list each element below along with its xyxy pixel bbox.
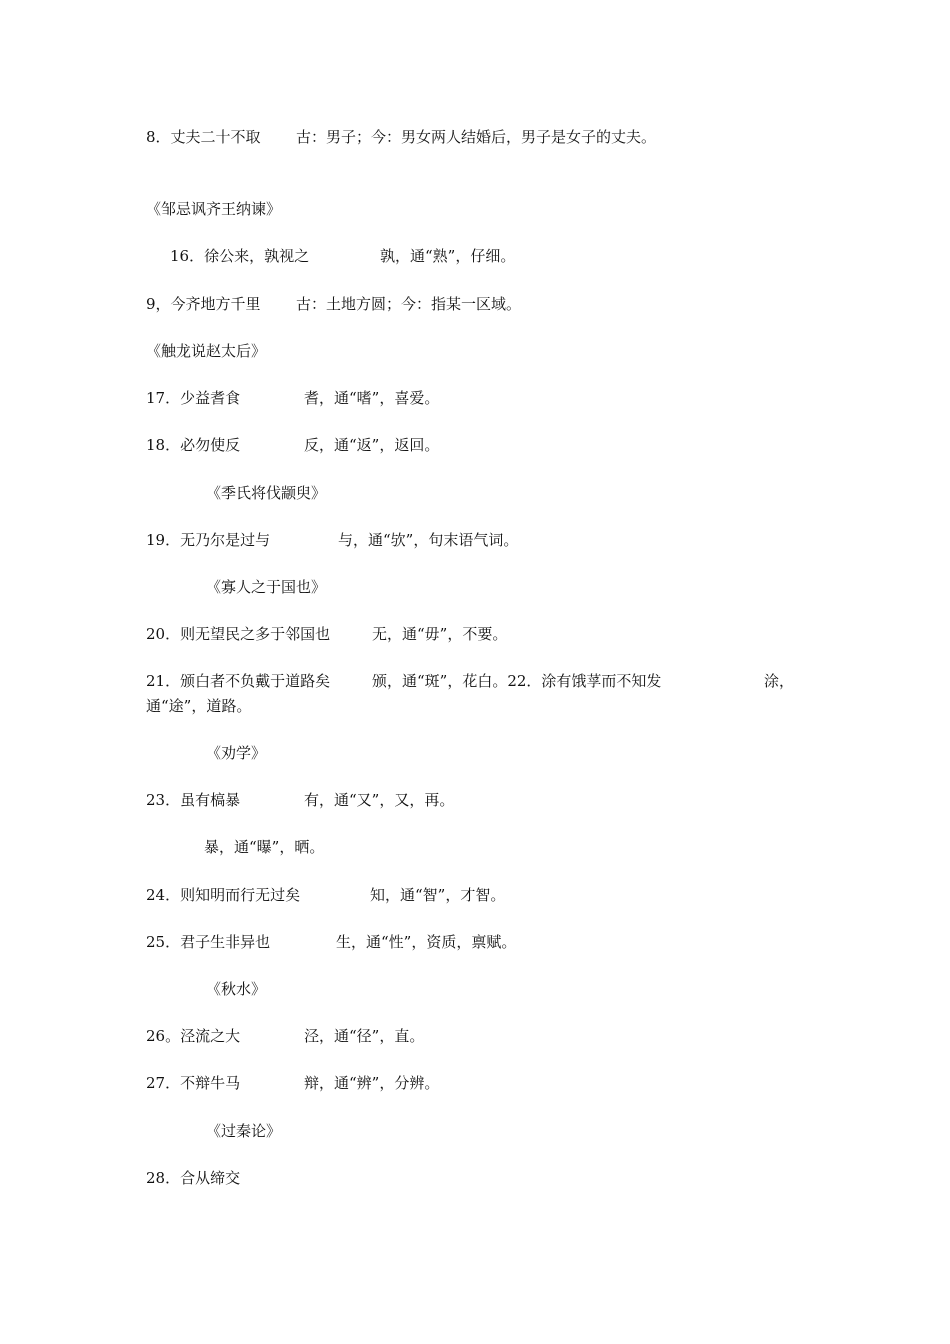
heading-qiushui: 《秋水》 — [206, 980, 267, 998]
entry-26-explanation: 泾，通“径”，直。 — [304, 1027, 425, 1045]
entry-22-explanation-start: 涂， — [764, 672, 795, 690]
entry-8-phrase: 8．丈夫二十不取 — [146, 128, 261, 146]
heading-guoqin: 《过秦论》 — [206, 1122, 282, 1140]
entry-21-explanation: 颁，通“斑”，花白。22．涂有饿莩而不知发 — [372, 672, 662, 690]
heading-chulong: 《触龙说赵太后》 — [146, 342, 267, 360]
entry-22-explanation-end: 通“途”，道路。 — [146, 697, 252, 715]
entry-19-phrase: 19．无乃尔是过与 — [146, 531, 271, 549]
heading-guaren: 《寡人之于国也》 — [206, 578, 327, 596]
entry-27-explanation: 辩，通“辨”，分辨。 — [304, 1074, 440, 1092]
entry-17-explanation: 耆，通“嗜”，喜爱。 — [304, 389, 440, 407]
entry-16-phrase: 16．徐公来，孰视之 — [170, 247, 310, 265]
entry-16-explanation: 孰，通“熟”，仔细。 — [380, 247, 516, 265]
entry-8-explanation: 古：男子；今：男女两人结婚后，男子是女子的丈夫。 — [296, 128, 657, 146]
entry-25-explanation: 生，通“性”，资质，禀赋。 — [336, 933, 517, 951]
entry-9-phrase: 9，今齐地方千里 — [146, 295, 261, 313]
heading-zouji: 《邹忌讽齐王纳谏》 — [146, 200, 282, 218]
entry-25-phrase: 25．君子生非异也 — [146, 933, 271, 951]
entry-24-phrase: 24．则知明而行无过矣 — [146, 886, 301, 904]
entry-20-explanation: 无，通“毋”，不要。 — [372, 625, 508, 643]
entry-27-phrase: 27．不辩牛马 — [146, 1074, 241, 1092]
heading-quanxue: 《劝学》 — [206, 744, 267, 762]
entry-26-phrase: 26。泾流之大 — [146, 1027, 241, 1045]
entry-17-phrase: 17．少益耆食 — [146, 389, 241, 407]
entry-23-explanation-2: 暴，通“曝”，晒。 — [204, 838, 325, 856]
entry-28-phrase: 28．合从缔交 — [146, 1169, 241, 1187]
entry-23-explanation: 有，通“又”，又，再。 — [304, 791, 455, 809]
entry-18-explanation: 反，通“返”，返回。 — [304, 436, 440, 454]
entry-20-phrase: 20．则无望民之多于邻国也 — [146, 625, 331, 643]
entry-19-explanation: 与，通“欤”，句末语气词。 — [338, 531, 519, 549]
entry-23-phrase: 23．虽有槁暴 — [146, 791, 241, 809]
heading-jishi: 《季氏将伐颛臾》 — [206, 484, 327, 502]
entry-21-phrase: 21．颁白者不负戴于道路矣 — [146, 672, 331, 690]
entry-9-explanation: 古：土地方圆；今：指某一区域。 — [296, 295, 522, 313]
entry-24-explanation: 知，通“智”，才智。 — [370, 886, 506, 904]
entry-18-phrase: 18．必勿使反 — [146, 436, 241, 454]
